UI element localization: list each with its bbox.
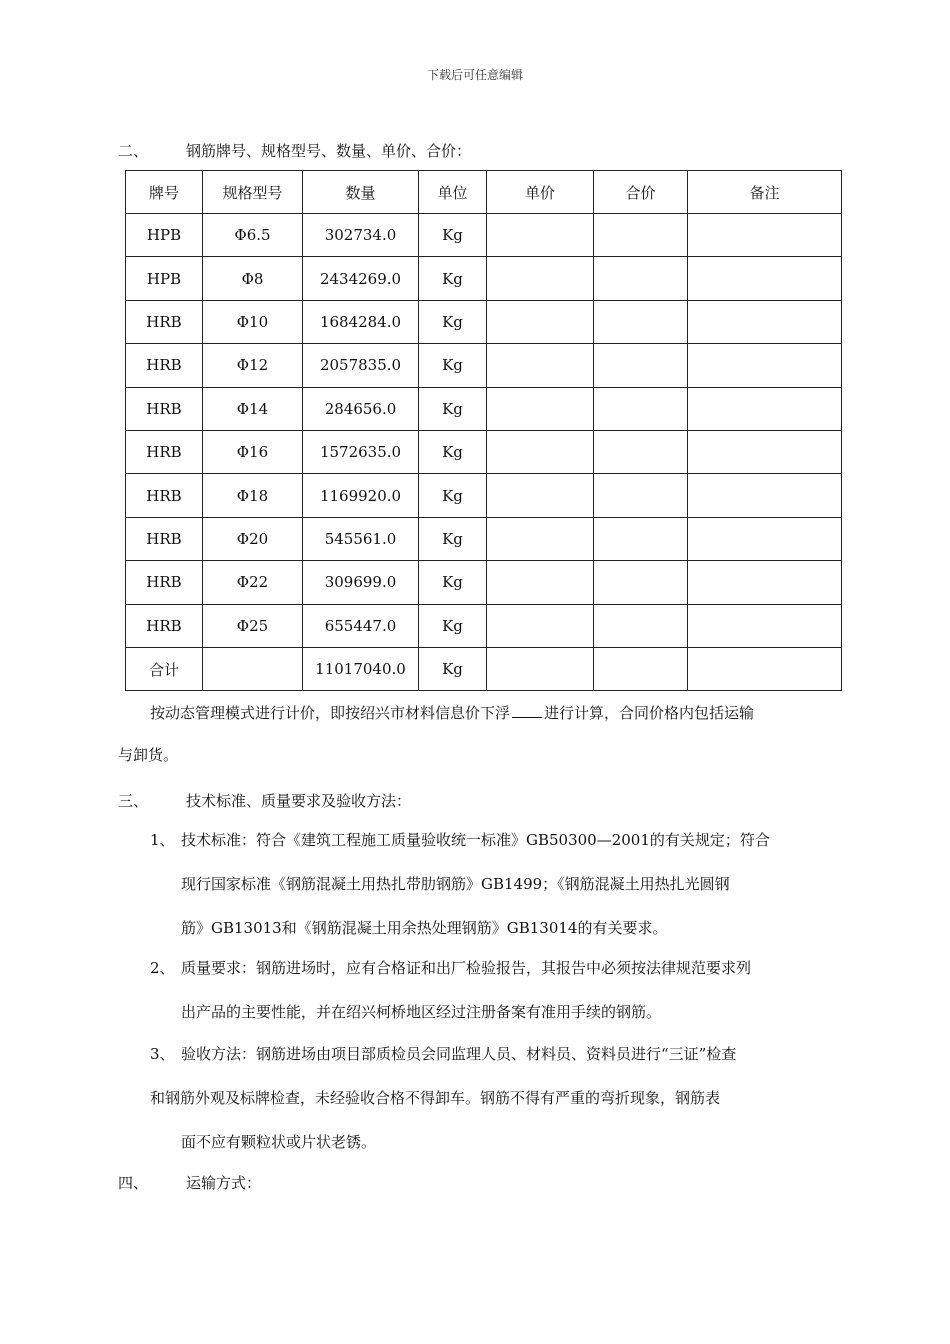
item-line: 和钢筋外观及标牌检查，未经验收合格不得卸车。钢筋不得有严重的弯折现象，钢筋表 <box>150 1089 721 1107</box>
table-row <box>126 604 842 647</box>
cell-remark <box>688 430 842 473</box>
cell-total-price <box>594 344 688 387</box>
cell-total-price <box>594 561 688 604</box>
col-header-quantity: 数量 <box>303 171 419 214</box>
cell-spec <box>203 647 303 690</box>
cell-unit-price <box>487 474 594 517</box>
cell-grade: HPB <box>126 214 203 257</box>
table-row <box>126 214 842 257</box>
table-row <box>126 387 842 430</box>
col-header-spec: 规格型号 <box>203 171 303 214</box>
cell-remark <box>688 604 842 647</box>
cell-quantity: 302734.0 <box>303 214 419 257</box>
cell-unit-price <box>487 604 594 647</box>
cell-spec: Φ25 <box>203 604 303 647</box>
item-number: 3、 <box>150 1045 175 1063</box>
cell-spec: Φ20 <box>203 517 303 560</box>
cell-total-price <box>594 474 688 517</box>
cell-unit: Kg <box>419 257 487 300</box>
section-4-number: 四、 <box>118 1174 149 1192</box>
item-line: 现行国家标准《钢筋混凝土用热扎带肋钢筋》GB1499；《钢筋混凝土用热扎光圆钢 <box>181 875 730 893</box>
item-line: 质量要求：钢筋进场时，应有合格证和出厂检验报告，其报告中必须按法律规范要求列 <box>181 959 752 977</box>
cell-remark <box>688 344 842 387</box>
table-row <box>126 474 842 517</box>
cell-grade: HRB <box>126 300 203 343</box>
item-line: 验收方法：钢筋进场由项目部质检员会同监理人员、材料员、资料员进行“三证”检查 <box>181 1045 737 1063</box>
cell-spec: Φ6.5 <box>203 214 303 257</box>
cell-unit-price <box>487 647 594 690</box>
cell-unit: Kg <box>419 647 487 690</box>
section-2-heading <box>118 140 471 161</box>
cell-total-price <box>594 517 688 560</box>
cell-unit: Kg <box>419 561 487 604</box>
cell-grade: HRB <box>126 430 203 473</box>
cell-unit-price <box>487 517 594 560</box>
cell-quantity: 309699.0 <box>303 561 419 604</box>
section-3-number: 三、 <box>118 792 149 810</box>
cell-unit-price <box>487 257 594 300</box>
cell-unit-price <box>487 430 594 473</box>
cell-unit: Kg <box>419 344 487 387</box>
cell-total-price <box>594 214 688 257</box>
table-row <box>126 430 842 473</box>
section-4-title: 运输方式： <box>186 1174 262 1192</box>
cell-unit-price <box>487 344 594 387</box>
col-header-unit: 单位 <box>419 171 487 214</box>
pricing-text-b: 进行计算，合同价格内包括运输 <box>544 704 755 722</box>
table-row <box>126 517 842 560</box>
item-line: 筋》GB13013和《钢筋混凝土用余热处理钢筋》GB13014的有关要求。 <box>181 919 668 937</box>
cell-quantity: 2057835.0 <box>303 344 419 387</box>
cell-quantity: 655447.0 <box>303 604 419 647</box>
item-number: 1、 <box>150 831 175 849</box>
cell-total-price <box>594 430 688 473</box>
col-header-grade: 牌号 <box>126 171 203 214</box>
cell-unit: Kg <box>419 214 487 257</box>
cell-unit: Kg <box>419 517 487 560</box>
table-row <box>126 300 842 343</box>
cell-quantity: 284656.0 <box>303 387 419 430</box>
item-text <box>150 946 840 1034</box>
cell-quantity: 1169920.0 <box>303 474 419 517</box>
cell-unit-price <box>487 561 594 604</box>
cell-quantity: 1684284.0 <box>303 300 419 343</box>
cell-grade: HRB <box>126 387 203 430</box>
cell-remark <box>688 561 842 604</box>
cell-grade: HRB <box>126 517 203 560</box>
cell-remark <box>688 647 842 690</box>
section-2-title: 钢筋牌号、规格型号、数量、单价、合价： <box>186 142 472 160</box>
cell-unit: Kg <box>419 604 487 647</box>
cell-grade: HRB <box>126 604 203 647</box>
cell-remark <box>688 387 842 430</box>
cell-total-price <box>594 647 688 690</box>
cell-remark <box>688 300 842 343</box>
table-header-row <box>126 171 842 214</box>
list-item <box>150 946 840 1034</box>
cell-quantity: 2434269.0 <box>303 257 419 300</box>
cell-grade: HPB <box>126 257 203 300</box>
cell-grade: HRB <box>126 474 203 517</box>
cell-unit: Kg <box>419 300 487 343</box>
cell-spec: Φ16 <box>203 430 303 473</box>
col-header-remark: 备注 <box>688 171 842 214</box>
cell-unit-price <box>487 387 594 430</box>
item-text <box>150 1032 840 1164</box>
cell-total-price <box>594 300 688 343</box>
cell-total-label: 合计 <box>126 647 203 690</box>
pricing-line-2: 与卸货。 <box>118 746 179 764</box>
cell-spec: Φ14 <box>203 387 303 430</box>
cell-unit: Kg <box>419 387 487 430</box>
page-header: 下载后可任意编辑 <box>426 68 523 82</box>
section-3-title: 技术标准、质量要求及验收方法： <box>186 792 412 810</box>
cell-spec: Φ8 <box>203 257 303 300</box>
cell-spec: Φ22 <box>203 561 303 604</box>
item-text <box>150 818 840 950</box>
item-line: 技术标准：符合《建筑工程施工质量验收统一标准》GB50300—2001的有关规定；符合 <box>181 831 770 849</box>
cell-quantity: 545561.0 <box>303 517 419 560</box>
cell-remark <box>688 257 842 300</box>
table-row <box>126 344 842 387</box>
table-total-row <box>126 647 842 690</box>
col-header-total-price: 合价 <box>594 171 688 214</box>
cell-remark <box>688 214 842 257</box>
cell-total-quantity: 11017040.0 <box>303 647 419 690</box>
cell-spec: Φ12 <box>203 344 303 387</box>
cell-unit-price <box>487 214 594 257</box>
item-line: 出产品的主要性能，并在绍兴柯桥地区经过注册备案有准用手续的钢筋。 <box>181 1003 662 1021</box>
cell-total-price <box>594 387 688 430</box>
cell-total-price <box>594 257 688 300</box>
discount-blank <box>512 703 542 718</box>
section-2-number: 二、 <box>118 142 149 160</box>
cell-grade: HRB <box>126 344 203 387</box>
list-item <box>150 1032 840 1164</box>
cell-unit: Kg <box>419 474 487 517</box>
cell-total-price <box>594 604 688 647</box>
section-3-heading <box>118 790 411 811</box>
cell-unit-price <box>487 300 594 343</box>
cell-unit: Kg <box>419 430 487 473</box>
cell-spec: Φ18 <box>203 474 303 517</box>
item-number: 2、 <box>150 959 175 977</box>
pricing-text-a: 按动态管理模式进行计价，即按绍兴市材料信息价下浮 <box>150 704 511 722</box>
cell-remark <box>688 474 842 517</box>
cell-remark <box>688 517 842 560</box>
cell-grade: HRB <box>126 561 203 604</box>
pricing-line-1 <box>150 692 840 736</box>
section-4-heading <box>118 1172 261 1193</box>
list-item <box>150 818 840 950</box>
table-row <box>126 561 842 604</box>
cell-quantity: 1572635.0 <box>303 430 419 473</box>
cell-spec: Φ10 <box>203 300 303 343</box>
table-row <box>126 257 842 300</box>
steel-table <box>125 170 842 691</box>
col-header-unit-price: 单价 <box>487 171 594 214</box>
item-line: 面不应有颗粒状或片状老锈。 <box>181 1133 377 1151</box>
